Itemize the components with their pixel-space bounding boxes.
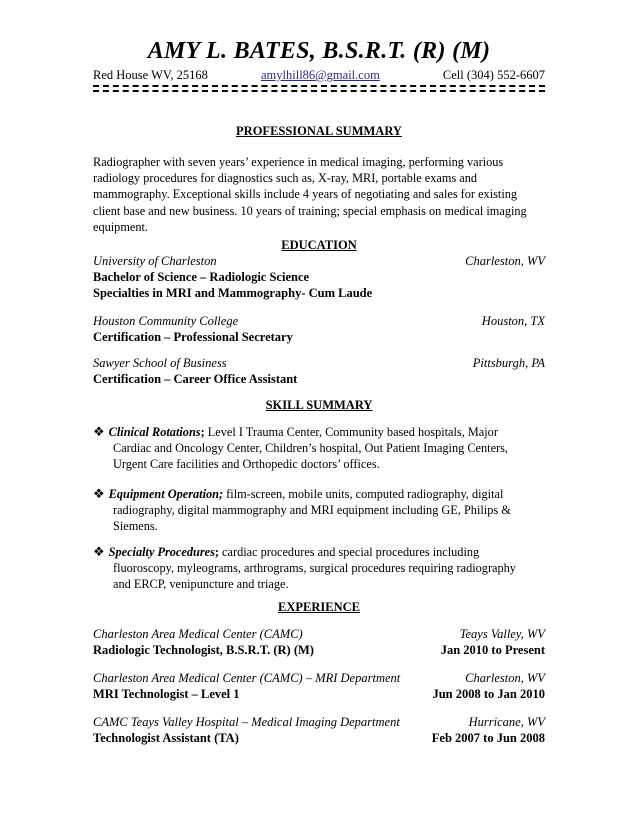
phone-number: Cell (304) 552-6607 (442, 68, 545, 82)
summary-line: equipment. (93, 219, 148, 234)
skill-text: Siemens. (113, 519, 158, 534)
employer: Charleston Area Medical Center (CAMC) (93, 627, 303, 641)
summary-text (93, 154, 545, 235)
education-entry (93, 356, 545, 373)
skill-title: Equipment Operation; (108, 487, 224, 501)
skill-title: Clinical Rotations (108, 425, 201, 439)
job-location: Hurricane, WV (468, 715, 545, 729)
experience-entry (93, 627, 545, 644)
skill-text: and ERCP, venipuncture and triage. (113, 577, 289, 592)
skill-text: film-screen, mobile units, computed radiography, digital (223, 487, 504, 501)
summary-line: client base and new business. 10 years of training; special emphasis on medical imaging (93, 203, 527, 218)
employer: Charleston Area Medical Center (CAMC) – MRI Department (93, 671, 401, 685)
experience-entry (93, 671, 545, 688)
summary-line: radiology procedures for diagnostics such as, X-ray, MRI, portable exams and (93, 171, 478, 186)
education-entry (93, 254, 545, 271)
summary-line: mammography. Exceptional skills include 4 years of negotiating and sales for existing (93, 187, 518, 202)
experience-entry (93, 715, 545, 732)
summary-line: Radiographer with seven years’ experience in medical imaging, performing various (93, 155, 504, 169)
summary-heading: PROFESSIONAL SUMMARY (236, 124, 402, 138)
job-location: Teays Valley, WV (459, 627, 545, 641)
skill-text: Cardiac and Oncology Center, Children’s hospital, Out Patient Imaging Centers, (113, 441, 508, 456)
job-title-line (93, 731, 545, 748)
skill-text: fluoroscopy, myleograms, arthrograms, surgical procedures requiring radiography (113, 561, 516, 576)
job-title: Radiologic Technologist, B.S.R.T. (R) (M) (93, 643, 314, 657)
job-dates: Jun 2008 to Jan 2010 (432, 687, 545, 701)
skill-item (93, 486, 545, 535)
job-location: Charleston, WV (465, 671, 545, 685)
skill-item (93, 544, 545, 593)
diamond-bullet-icon: ❖ (93, 424, 105, 439)
header-divider (93, 85, 545, 92)
job-title-line (93, 687, 545, 704)
diamond-bullet-icon: ❖ (93, 486, 105, 501)
certification: Certification – Career Office Assistant (93, 372, 298, 386)
degree: Bachelor of Science – Radiologic Science (93, 270, 310, 284)
candidate-name: AMY L. BATES, B.S.R.T. (R) (M) (147, 38, 491, 64)
job-title: Technologist Assistant (TA) (93, 731, 239, 745)
skill-title: Specialty Procedures (108, 545, 215, 559)
skill-text: Urgent Care facilities and Orthopedic doctors’ offices. (113, 457, 380, 472)
degree-line (93, 286, 545, 303)
degree-line (93, 270, 545, 287)
email-link[interactable]: amylhill86@gmail.com (261, 68, 380, 82)
education-heading: EDUCATION (281, 238, 357, 252)
skill-text: Level I Trauma Center, Community based hospitals, Major (204, 425, 498, 439)
skill-separator: ; (214, 545, 219, 559)
job-title: MRI Technologist – Level 1 (93, 687, 240, 701)
education-entry (93, 314, 545, 331)
skill-item (93, 424, 545, 473)
skill-separator: ; (200, 425, 205, 439)
school-location: Charleston, WV (465, 254, 545, 268)
degree-line (93, 372, 545, 389)
job-title-line (93, 643, 545, 660)
school-location: Houston, TX (481, 314, 545, 328)
job-dates: Feb 2007 to Jun 2008 (431, 731, 545, 745)
certification: Certification – Professional Secretary (93, 330, 293, 344)
skill-text: cardiac procedures and special procedures including (218, 545, 480, 559)
skill-text: radiography, digital mammography and MRI equipment including GE, Philips & (113, 503, 511, 518)
experience-heading: EXPERIENCE (278, 600, 360, 614)
employer: CAMC Teays Valley Hospital – Medical Imaging Department (93, 715, 400, 729)
job-dates: Jan 2010 to Present (440, 643, 545, 657)
address: Red House WV, 25168 (93, 68, 208, 82)
degree-line (93, 330, 545, 347)
school-name: Sawyer School of Business (93, 356, 227, 370)
school-location: Pittsburgh, PA (472, 356, 545, 370)
specialty: Specialties in MRI and Mammography- Cum Laude (93, 286, 373, 300)
skills-heading: SKILL SUMMARY (265, 398, 373, 412)
school-name: Houston Community College (93, 314, 239, 328)
school-name: University of Charleston (93, 254, 217, 268)
diamond-bullet-icon: ❖ (93, 544, 105, 559)
